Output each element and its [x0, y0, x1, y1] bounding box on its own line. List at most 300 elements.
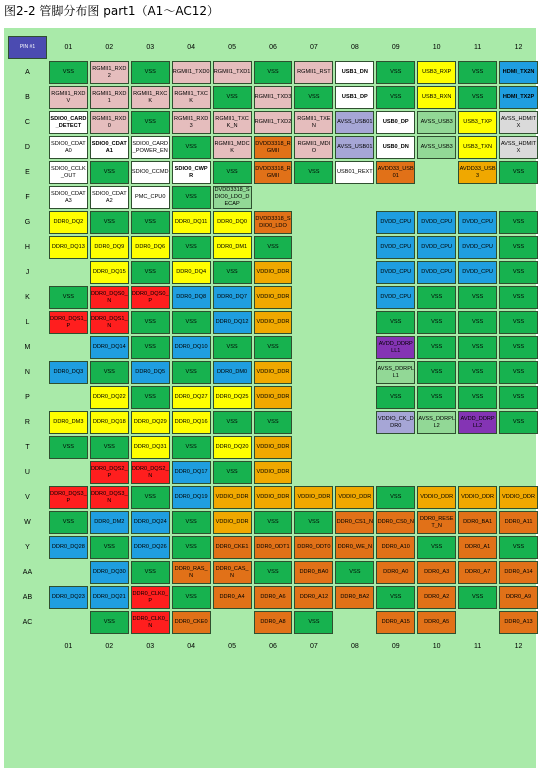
pin-cell: VSS [499, 261, 538, 284]
pin-cell: AVSS_DDRPLL1 [376, 361, 415, 384]
pin-cell: SDIO0_CCLK_OUT [49, 161, 88, 184]
pin-cell: VDDIO_CK_DDR0 [376, 411, 415, 434]
pin-cell: VSS [131, 261, 170, 284]
row-header: V [25, 494, 30, 501]
pin-cell: DDR0_BA2 [335, 586, 374, 609]
pin-cell: HDMI_TX2N [499, 61, 538, 84]
pin-cell: AVSS_USB3 [417, 111, 456, 134]
pin-cell: VSS [499, 411, 538, 434]
row-header: J [25, 269, 30, 276]
pin-cell: AVSS_USB3 [417, 136, 456, 159]
pin-cell: VSS [213, 411, 252, 434]
pin-cell: VSS [294, 611, 333, 634]
pin-cell: DDR0_DQS0_P [131, 286, 170, 309]
pin-cell: VSS [335, 561, 374, 584]
row-header: B [25, 94, 30, 101]
pin-cell: VSS [458, 361, 497, 384]
pin-cell: USB3_RXN [417, 86, 456, 109]
pin-cell: DDR0_DM1 [213, 236, 252, 259]
pin-cell: DDR0_A10 [376, 536, 415, 559]
pin-cell: VSS [499, 336, 538, 359]
pin-cell: DDR0_DQS3_P [49, 486, 88, 509]
empty-pin-cell [335, 361, 374, 384]
row-header: W [24, 519, 31, 526]
pin-cell: DDR0_CKE1 [213, 536, 252, 559]
pin-cell: VSS [458, 286, 497, 309]
pin-cell: VDDIO_DDR [254, 436, 293, 459]
pin-cell: DDR0_DQ9 [90, 236, 129, 259]
pin-cell: RGMII1_TXD0 [172, 61, 211, 84]
pin-cell: VSS [458, 61, 497, 84]
pin-row [8, 536, 538, 559]
pin-cell: DDR0_CS1_N [335, 511, 374, 534]
pin-cell: VSS [172, 586, 211, 609]
pin-cell: DDR0_CAS_N [213, 561, 252, 584]
pin-cell: VSS [499, 386, 538, 409]
pin-cell: VDDIO_DDR [213, 486, 252, 509]
empty-pin-cell [294, 211, 333, 234]
row-header: M [24, 344, 31, 351]
pin-cell: SDIO0_CWPR [172, 161, 211, 184]
pin-row [8, 286, 538, 309]
pin-cell: DDR0_DQ4 [172, 261, 211, 284]
pin-row [8, 186, 538, 209]
pin-cell: VSS [294, 511, 333, 534]
pin-rows [8, 61, 538, 634]
empty-pin-cell [499, 186, 538, 209]
empty-pin-cell [49, 561, 88, 584]
column-header: 10 [432, 44, 441, 51]
pin-cell: RGMII1_TXCK [172, 86, 211, 109]
pin-cell: VSS [376, 86, 415, 109]
pin-row [8, 611, 538, 634]
pin-cell: VSS [254, 336, 293, 359]
pin-cell: VSS [213, 461, 252, 484]
pin-cell: RGMII1_RXD2 [90, 61, 129, 84]
pin-cell: USB1_DP [335, 86, 374, 109]
pin-cell: SDIO0_CDATA1 [90, 136, 129, 159]
empty-pin-cell [49, 611, 88, 634]
pin-cell: VSS [172, 311, 211, 334]
pin-cell: AVSS_DDRPLL2 [417, 411, 456, 434]
pin-cell: DVDD_CPU [417, 261, 456, 284]
pin-cell: VSS [90, 161, 129, 184]
row-header: A [25, 69, 30, 76]
pin-cell: DDR0_DQ5 [131, 361, 170, 384]
empty-pin-cell [294, 286, 333, 309]
column-header: 09 [391, 44, 400, 51]
empty-pin-cell [49, 461, 88, 484]
pin-row [8, 161, 538, 184]
empty-pin-cell [458, 436, 497, 459]
pin-cell: HDMI_TX2P [499, 86, 538, 109]
pin-cell: RGMII1_TXEN [294, 111, 333, 134]
pin-cell: VSS [49, 511, 88, 534]
pin-cell: DDR0_DQ31 [131, 436, 170, 459]
pin-row [8, 136, 538, 159]
pin-cell: VSS [376, 61, 415, 84]
pin-cell: VSS [131, 311, 170, 334]
empty-pin-cell [335, 236, 374, 259]
row-header: AC [22, 619, 33, 626]
pin-row [8, 336, 538, 359]
empty-pin-cell [458, 461, 497, 484]
pin-cell: RGMII1_MDIO [294, 136, 333, 159]
pin-row [8, 361, 538, 384]
pin-cell: VSS [90, 536, 129, 559]
column-header-row-top [8, 36, 538, 59]
pin-cell: VSS [213, 336, 252, 359]
pin-cell: DDR0_A4 [213, 586, 252, 609]
pin-cell: DDR0_A1 [458, 536, 497, 559]
empty-pin-cell [213, 611, 252, 634]
pin-cell: VSS [131, 336, 170, 359]
pin-cell: DDR0_RESET_N [417, 511, 456, 534]
pin-cell: DVDD_CPU [376, 286, 415, 309]
pin-cell: VDDIO_DDR [213, 511, 252, 534]
pin-cell: RGMII1_MDCK [213, 136, 252, 159]
pin-cell: RGMII1_RXD3 [172, 111, 211, 134]
empty-pin-cell [335, 311, 374, 334]
pin-row [8, 486, 538, 509]
pin-cell: VSS [131, 386, 170, 409]
empty-pin-cell [499, 436, 538, 459]
pin-cell: AVSS_HDMITX [499, 111, 538, 134]
pin-cell: DDR0_DQ21 [90, 586, 129, 609]
pin-cell: RGMII1_RXDV [49, 86, 88, 109]
pin-cell: DDR0_DQ17 [172, 461, 211, 484]
pin-row [8, 561, 538, 584]
pin-row [8, 261, 538, 284]
pin-cell: DDR0_A7 [458, 561, 497, 584]
pin-cell: SDIO0_CDATA0 [49, 136, 88, 159]
column-footer: 01 [64, 643, 73, 650]
pin-cell: AVSS_USB01 [335, 136, 374, 159]
pin-cell: DVDD_CPU [376, 261, 415, 284]
pin-cell: VDDIO_DDR [254, 286, 293, 309]
pin-cell: VSS [172, 136, 211, 159]
pin-cell: SDIO0_CARD_POWER_EN [131, 136, 170, 159]
pin-cell: DDR0_CKE0 [172, 611, 211, 634]
pin-row [8, 411, 538, 434]
pin-cell: VSS [499, 236, 538, 259]
pin-row [8, 236, 538, 259]
empty-pin-cell [294, 311, 333, 334]
empty-pin-cell [417, 436, 456, 459]
pin-cell: DDR0_DQ6 [131, 236, 170, 259]
column-footer: 03 [146, 643, 155, 650]
empty-pin-cell [335, 261, 374, 284]
pin-cell: DVDD_CPU [417, 236, 456, 259]
pin-cell: RGMII1_TXCK_N [213, 111, 252, 134]
pin-row [8, 211, 538, 234]
pin-cell: SDIO0_CDATA3 [49, 186, 88, 209]
pin-cell: RGMII1_TXD3 [254, 86, 293, 109]
empty-pin-cell [458, 186, 497, 209]
pin-cell: VDDIO_DDR [458, 486, 497, 509]
pin-cell: RGMII1_RXD1 [90, 86, 129, 109]
pin-cell: VSS [499, 211, 538, 234]
pin-cell: VSS [376, 386, 415, 409]
row-header: L [25, 319, 30, 326]
pin-cell: AVDD33_USB3 [458, 161, 497, 184]
pin-cell: SDIO0_CDATA2 [90, 186, 129, 209]
pin-cell: DDR0_DQ24 [131, 511, 170, 534]
pin-cell: VSS [376, 486, 415, 509]
row-header: T [25, 444, 30, 451]
pin-cell: DVDD_CPU [458, 211, 497, 234]
pin-cell: DDR0_DQS2_N [131, 461, 170, 484]
pin-cell: VSS [90, 361, 129, 384]
pin-cell: DDR0_ODT1 [254, 536, 293, 559]
pin-cell: VSS [417, 336, 456, 359]
pin-cell: USB1_DN [335, 61, 374, 84]
pin-cell: PMC_CPU0 [131, 186, 170, 209]
row-header: U [24, 469, 30, 476]
row-header: G [24, 219, 31, 226]
pin-cell: DDR0_DQ2 [49, 211, 88, 234]
pin-cell: DVDD_CPU [376, 236, 415, 259]
empty-pin-cell [417, 186, 456, 209]
pin-cell: DDR0_DQ14 [90, 336, 129, 359]
pin-cell: DDR0_DQ15 [90, 261, 129, 284]
pin-cell: DDR0_DQ28 [49, 536, 88, 559]
pin-cell: USB0_DN [376, 136, 415, 159]
row-header: AA [22, 569, 33, 576]
pin-cell: DDR0_A5 [417, 611, 456, 634]
pin-cell: VSS [254, 511, 293, 534]
pin-cell: VDDIO_DDR [254, 311, 293, 334]
pin-cell: VSS [131, 211, 170, 234]
pin-row [8, 111, 538, 134]
pin-cell: DDR0_DQS1_N [90, 311, 129, 334]
pin-cell: VSS [458, 86, 497, 109]
pin-cell: AVDD_DDRPLL1 [376, 336, 415, 359]
pin-cell: VSS [90, 611, 129, 634]
pin-cell: DDR0_DQ25 [213, 386, 252, 409]
column-header: 02 [105, 44, 114, 51]
pin-cell: VSS [254, 411, 293, 434]
pin-cell: VSS [417, 286, 456, 309]
pin-cell: DDR0_DQ22 [90, 386, 129, 409]
column-footer: 05 [228, 643, 236, 650]
pin-cell: DDR0_A13 [499, 611, 538, 634]
pin-cell: DDR0_DQS1_P [49, 311, 88, 334]
pin-cell: DDR0_DQ18 [90, 411, 129, 434]
pin-row [8, 86, 538, 109]
empty-pin-cell [294, 461, 333, 484]
pin-cell: VDDIO_DDR [254, 486, 293, 509]
pin-cell: DVDD3318_RGMII [254, 161, 293, 184]
pin-cell: DDR0_A9 [499, 586, 538, 609]
pin-cell: DVDD_CPU [458, 261, 497, 284]
pin-cell: DDR0_CLK0_N [131, 611, 170, 634]
pin-cell: DDR0_DQ19 [172, 486, 211, 509]
pin-cell: VDDIO_DDR [499, 486, 538, 509]
pin-cell: DDR0_A14 [499, 561, 538, 584]
row-header: P [25, 394, 30, 401]
pin-row [8, 311, 538, 334]
column-header: 08 [350, 44, 359, 51]
empty-pin-cell [335, 611, 374, 634]
pin-cell: DDR0_A15 [376, 611, 415, 634]
pin-cell: VSS [172, 186, 211, 209]
pin-cell: DDR0_DQ3 [49, 361, 88, 384]
row-header: Y [25, 544, 30, 551]
pin-map-table [6, 34, 540, 659]
pin-cell: VSS [172, 236, 211, 259]
pin-cell: VSS [131, 111, 170, 134]
pin-cell: DDR0_DQ0 [213, 211, 252, 234]
pin-cell: VDDIO_DDR [254, 386, 293, 409]
pin-cell: USB3_TXP [458, 111, 497, 134]
row-header: R [24, 419, 30, 426]
pin-cell: DDR0_A8 [254, 611, 293, 634]
pin-cell: VSS [417, 311, 456, 334]
pin-row [8, 61, 538, 84]
pin-cell: USB01_REXT [335, 161, 374, 184]
pin-cell: VSS [172, 436, 211, 459]
column-header: 05 [228, 44, 236, 51]
pin-cell: AVDD33_USB01 [376, 161, 415, 184]
pin-cell: USB3_RXP [417, 61, 456, 84]
pin-cell: DDR0_DQ20 [213, 436, 252, 459]
empty-pin-cell [376, 436, 415, 459]
pin-cell: SDIO0_CCMD [131, 161, 170, 184]
pin-cell: VSS [417, 361, 456, 384]
corner-blank [8, 636, 47, 657]
pin-row [8, 461, 538, 484]
pin1-corner-label: PIN #1 [8, 36, 47, 59]
empty-pin-cell [294, 186, 333, 209]
pin-cell: DVDD3318_SDIO0_LDO_DECAP [214, 187, 250, 207]
pin-row [8, 586, 538, 609]
pin-cell: DDR0_WE_N [335, 536, 374, 559]
empty-pin-cell [335, 411, 374, 434]
pin-cell: VSS [458, 336, 497, 359]
column-header: 03 [146, 44, 155, 51]
column-header: 01 [64, 44, 73, 51]
empty-pin-cell [294, 386, 333, 409]
pin-cell: VSS [499, 361, 538, 384]
pin-cell: VSS [49, 286, 88, 309]
pin-cell: VSS [458, 311, 497, 334]
row-header: K [25, 294, 30, 301]
row-header: E [25, 169, 30, 176]
pin-cell: DDR0_A6 [254, 586, 293, 609]
pin-cell: VSS [499, 311, 538, 334]
empty-pin-cell [294, 411, 333, 434]
pin-cell: VSS [254, 61, 293, 84]
pin-cell: DDR0_DQ7 [213, 286, 252, 309]
pin-cell: VSS [294, 161, 333, 184]
pin-cell: RGMII1_TXD1 [213, 61, 252, 84]
empty-pin-cell [335, 211, 374, 234]
column-footer: 08 [350, 643, 359, 650]
column-footer: 11 [473, 643, 482, 650]
empty-pin-cell [335, 461, 374, 484]
pin-cell: VSS [254, 236, 293, 259]
empty-pin-cell [294, 336, 333, 359]
pin-cell: VSS [90, 436, 129, 459]
empty-pin-cell [294, 361, 333, 384]
pin-cell: VSS [172, 361, 211, 384]
empty-pin-cell [335, 286, 374, 309]
pin-cell: VSS [458, 586, 497, 609]
pin-cell: VSS [417, 386, 456, 409]
pin-cell: DDR0_DQ26 [131, 536, 170, 559]
column-footer: 06 [269, 643, 277, 650]
pin-cell: DDR0_BA1 [458, 511, 497, 534]
pin-cell: VSS [213, 261, 252, 284]
pin-cell: DDR0_DQ13 [49, 236, 88, 259]
column-header: 04 [187, 44, 196, 51]
pin-cell: DDR0_A0 [376, 561, 415, 584]
empty-pin-cell [49, 336, 88, 359]
empty-pin-cell [294, 436, 333, 459]
pin-cell: DDR0_DQS3_N [90, 486, 129, 509]
pin-cell: DDR0_A3 [417, 561, 456, 584]
empty-pin-cell [335, 386, 374, 409]
pin-cell: VSS [499, 536, 538, 559]
pin-cell: RGMII1_RXCK [131, 86, 170, 109]
pin-cell: AVSS_HDMITX [499, 136, 538, 159]
pin-cell: VSS [254, 561, 293, 584]
row-header: F [25, 194, 30, 201]
row-header: D [24, 144, 30, 151]
pin-cell: DVDD_CPU [417, 211, 456, 234]
column-header: 07 [310, 44, 318, 51]
pin-cell: VSS [213, 161, 252, 184]
empty-pin-cell [294, 261, 333, 284]
pin-cell: DDR0_DQ16 [172, 411, 211, 434]
pin-cell: VSS [90, 211, 129, 234]
pin-cell: DDR0_DQS2_P [90, 461, 129, 484]
column-footer: 12 [514, 643, 523, 650]
pin-cell: RGMII1_RST [294, 61, 333, 84]
empty-pin-cell [335, 336, 374, 359]
pin-cell: DVDD3318_SDIO0_LDO [254, 211, 293, 234]
pin-cell: SDIO0_CARD_DETECT [49, 111, 88, 134]
column-footer: 07 [310, 643, 318, 650]
empty-pin-cell [335, 186, 374, 209]
pin-cell: VSS [49, 436, 88, 459]
pin-cell: VDDIO_DDR [335, 486, 374, 509]
column-footer: 04 [187, 643, 196, 650]
pin-cell: DDR0_A2 [417, 586, 456, 609]
pin-cell: USB3_TXN [458, 136, 497, 159]
pin-cell: VSS [172, 536, 211, 559]
empty-pin-cell [294, 236, 333, 259]
pin-cell: VDDIO_DDR [417, 486, 456, 509]
pin-cell: VSS [294, 86, 333, 109]
pin-cell: VSS [376, 311, 415, 334]
pin-cell: VSS [49, 61, 88, 84]
row-header: N [24, 369, 30, 376]
pin-cell: VSS [417, 536, 456, 559]
pin-cell: USB0_DP [376, 111, 415, 134]
pin-cell: DDR0_CS0_N [376, 511, 415, 534]
empty-pin-cell [417, 161, 456, 184]
pin-cell: DDR0_DM0 [213, 361, 252, 384]
empty-pin-cell [335, 436, 374, 459]
pin-cell: VSS [499, 161, 538, 184]
pin-cell: VSS [458, 386, 497, 409]
pin-cell: AVDD_DDRPLL2 [458, 411, 497, 434]
empty-pin-cell [49, 386, 88, 409]
column-header: 06 [269, 44, 277, 51]
pin-cell: AVSS_USB01 [335, 111, 374, 134]
